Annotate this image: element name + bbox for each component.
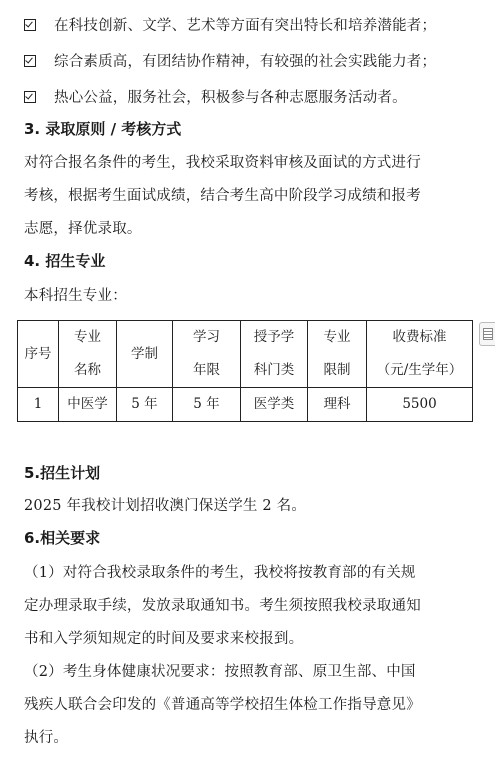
section-3-line: 对符合报名条件的考生，我校采取资料审核及面试的方式进行: [24, 155, 421, 171]
section-6-line: （2）考生身体健康状况要求：按照教育部、原卫生部、中国: [24, 664, 416, 680]
bullet-item: [24, 50, 436, 71]
bullet-text: 热心公益，服务社会，积极参与各种志愿服务活动者。: [54, 90, 407, 106]
section-6-line: 残疾人联合会印发的《普通高等学校招生体检工作指导意见》: [24, 697, 421, 713]
col-header: 专业 名称: [59, 321, 117, 388]
section-6-line: （1）对符合我校录取条件的考生，我校将按教育部的有关规: [24, 565, 416, 581]
section-3-line: 考核，根据考生面试成绩，结合考生高中阶段学习成绩和报考: [24, 188, 421, 204]
section-6-line: 书和入学须知规定的时间及要求来校报到。: [24, 631, 304, 647]
bullet-text: 综合素质高，有团结协作精神，有较强的社会实践能力者；: [54, 54, 437, 70]
table-cell: 5500: [367, 388, 473, 422]
bullet-item: [24, 86, 407, 107]
table-cell: 理科: [308, 388, 367, 422]
table-cell: 中医学: [59, 388, 117, 422]
table-header-row: [18, 321, 473, 388]
side-panel-toggle-icon[interactable]: [479, 322, 495, 346]
table-cell: 1: [18, 388, 59, 422]
bullet-item: [24, 14, 436, 35]
checkbox-icon: [24, 19, 36, 31]
table-cell: 5 年: [173, 388, 241, 422]
bullet-text: 在科技创新、文学、艺术等方面有突出特长和培养潜能者；: [54, 18, 437, 34]
section-6-title: 6.相关要求: [24, 529, 101, 547]
section-5-title: 5.招生计划: [24, 464, 101, 482]
section-3-title: 3. 录取原则 / 考核方式: [24, 120, 182, 138]
section-4-title: 4. 招生专业: [24, 252, 106, 270]
checkbox-icon: [24, 91, 36, 103]
col-header: 授予学 科门类: [241, 321, 308, 388]
checkbox-icon: [24, 55, 36, 67]
col-header: 学制: [117, 321, 173, 388]
col-header: 收费标准 （元/生学年）: [367, 321, 473, 388]
section-6-line: 执行。: [24, 730, 69, 746]
major-table: [17, 320, 473, 422]
col-header: 专业 限制: [308, 321, 367, 388]
table-row: [18, 388, 473, 422]
section-4-intro: 本科招生专业：: [24, 288, 127, 304]
table-cell: 医学类: [241, 388, 308, 422]
col-header: 学习 年限: [173, 321, 241, 388]
col-header: 序号: [18, 321, 59, 388]
section-3-line: 志愿，择优录取。: [24, 221, 142, 237]
section-6-line: 定办理录取手续，发放录取通知书。考生须按照我校录取通知: [24, 598, 421, 614]
table-cell: 5 年: [117, 388, 173, 422]
section-5-line: 2025 年我校计划招收澳门保送学生 2 名。: [24, 498, 307, 514]
